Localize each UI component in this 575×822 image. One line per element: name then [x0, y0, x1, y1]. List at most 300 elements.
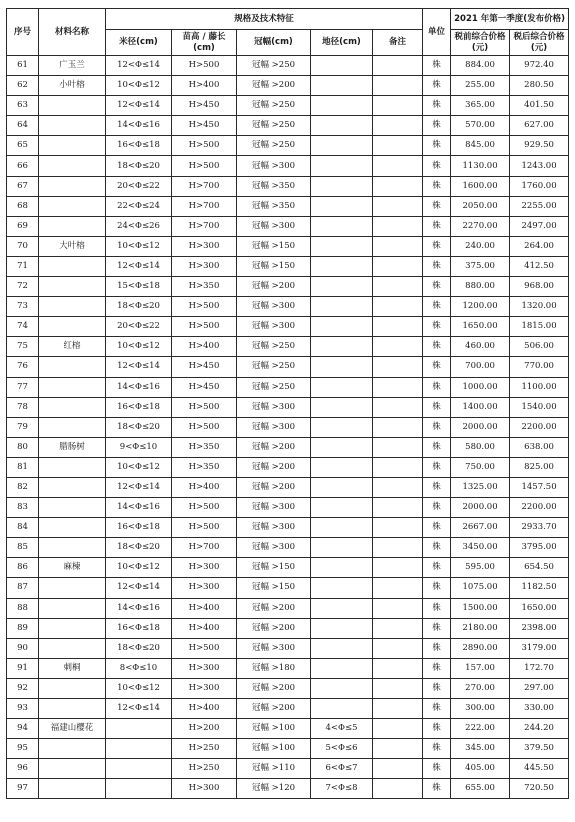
row-height: H>700 — [172, 216, 237, 236]
row-unit: 株 — [423, 196, 451, 216]
row-post-tax-price: 1100.00 — [510, 377, 569, 397]
row-unit: 株 — [423, 176, 451, 196]
row-index: 61 — [7, 56, 39, 76]
row-crown: 冠幅 >300 — [237, 538, 311, 558]
row-height: H>450 — [172, 116, 237, 136]
row-material-name — [39, 357, 106, 377]
row-ground-diameter — [311, 578, 373, 598]
row-pre-tax-price: 1130.00 — [451, 156, 510, 176]
table-row — [7, 216, 569, 236]
row-post-tax-price: 2398.00 — [510, 618, 569, 638]
row-pre-tax-price: 880.00 — [451, 277, 510, 297]
row-pre-tax-price: 300.00 — [451, 699, 510, 719]
row-remark — [373, 498, 423, 518]
row-index: 91 — [7, 658, 39, 678]
row-height: H>350 — [172, 437, 237, 457]
table-row — [7, 477, 569, 497]
row-index: 81 — [7, 457, 39, 477]
table-row — [7, 739, 569, 759]
row-crown: 冠幅 >300 — [237, 156, 311, 176]
row-remark — [373, 518, 423, 538]
row-pre-tax-price: 460.00 — [451, 337, 510, 357]
row-ground-diameter — [311, 76, 373, 96]
row-crown: 冠幅 >150 — [237, 236, 311, 256]
row-material-name: 广玉兰 — [39, 56, 106, 76]
row-post-tax-price: 825.00 — [510, 457, 569, 477]
row-remark — [373, 598, 423, 618]
row-dbh: 14<Φ≤16 — [106, 116, 172, 136]
row-ground-diameter — [311, 116, 373, 136]
row-post-tax-price: 972.40 — [510, 56, 569, 76]
row-remark — [373, 76, 423, 96]
row-height: H>250 — [172, 759, 237, 779]
row-dbh: 20<Φ≤22 — [106, 176, 172, 196]
row-remark — [373, 457, 423, 477]
row-post-tax-price: 297.00 — [510, 678, 569, 698]
row-ground-diameter — [311, 96, 373, 116]
row-height: H>500 — [172, 498, 237, 518]
row-dbh: 16<Φ≤18 — [106, 397, 172, 417]
row-unit: 株 — [423, 277, 451, 297]
row-index: 90 — [7, 638, 39, 658]
row-ground-diameter — [311, 317, 373, 337]
row-unit: 株 — [423, 337, 451, 357]
row-ground-diameter — [311, 618, 373, 638]
row-post-tax-price: 2255.00 — [510, 196, 569, 216]
row-remark — [373, 739, 423, 759]
table-row — [7, 558, 569, 578]
row-dbh: 24<Φ≤26 — [106, 216, 172, 236]
row-height: H>300 — [172, 256, 237, 276]
row-unit: 株 — [423, 317, 451, 337]
row-pre-tax-price: 2000.00 — [451, 417, 510, 437]
table-row — [7, 176, 569, 196]
table-row — [7, 759, 569, 779]
row-index: 76 — [7, 357, 39, 377]
row-unit: 株 — [423, 739, 451, 759]
row-crown: 冠幅 >300 — [237, 317, 311, 337]
row-material-name — [39, 377, 106, 397]
row-crown: 冠幅 >350 — [237, 176, 311, 196]
row-material-name — [39, 779, 106, 799]
row-material-name — [39, 196, 106, 216]
row-material-name: 红榕 — [39, 337, 106, 357]
row-ground-diameter — [311, 538, 373, 558]
row-pre-tax-price: 2050.00 — [451, 196, 510, 216]
row-dbh — [106, 759, 172, 779]
row-unit: 株 — [423, 56, 451, 76]
row-unit: 株 — [423, 397, 451, 417]
row-unit: 株 — [423, 538, 451, 558]
row-ground-diameter — [311, 357, 373, 377]
row-unit: 株 — [423, 618, 451, 638]
row-remark — [373, 377, 423, 397]
row-pre-tax-price: 595.00 — [451, 558, 510, 578]
table-row — [7, 357, 569, 377]
row-ground-diameter — [311, 56, 373, 76]
row-height: H>500 — [172, 518, 237, 538]
row-post-tax-price: 2933.70 — [510, 518, 569, 538]
header-name: 材料名称 — [39, 9, 106, 56]
row-material-name: 腊肠树 — [39, 437, 106, 457]
row-ground-diameter — [311, 638, 373, 658]
row-dbh: 12<Φ≤14 — [106, 357, 172, 377]
row-height: H>450 — [172, 96, 237, 116]
row-crown: 冠幅 >200 — [237, 678, 311, 698]
row-height: H>450 — [172, 357, 237, 377]
row-remark — [373, 116, 423, 136]
row-post-tax-price: 2200.00 — [510, 498, 569, 518]
row-post-tax-price: 2200.00 — [510, 417, 569, 437]
row-dbh: 14<Φ≤16 — [106, 498, 172, 518]
row-ground-diameter — [311, 277, 373, 297]
row-remark — [373, 658, 423, 678]
row-dbh — [106, 779, 172, 799]
table-row — [7, 196, 569, 216]
row-height: H>300 — [172, 658, 237, 678]
row-unit: 株 — [423, 417, 451, 437]
row-pre-tax-price: 655.00 — [451, 779, 510, 799]
row-ground-diameter — [311, 397, 373, 417]
row-crown: 冠幅 >150 — [237, 578, 311, 598]
row-post-tax-price: 1650.00 — [510, 598, 569, 618]
row-post-tax-price: 280.50 — [510, 76, 569, 96]
row-remark — [373, 417, 423, 437]
row-ground-diameter: 6<Φ≤7 — [311, 759, 373, 779]
row-unit: 株 — [423, 216, 451, 236]
row-remark — [373, 136, 423, 156]
row-height: H>350 — [172, 277, 237, 297]
row-pre-tax-price: 405.00 — [451, 759, 510, 779]
row-material-name: 刺桐 — [39, 658, 106, 678]
row-crown: 冠幅 >300 — [237, 498, 311, 518]
row-remark — [373, 779, 423, 799]
row-pre-tax-price: 270.00 — [451, 678, 510, 698]
row-material-name: 小叶榕 — [39, 76, 106, 96]
row-dbh: 10<Φ≤12 — [106, 337, 172, 357]
row-dbh: 18<Φ≤20 — [106, 538, 172, 558]
row-pre-tax-price: 2000.00 — [451, 498, 510, 518]
row-remark — [373, 236, 423, 256]
row-unit: 株 — [423, 156, 451, 176]
row-height: H>400 — [172, 699, 237, 719]
row-material-name — [39, 156, 106, 176]
table-row — [7, 56, 569, 76]
row-remark — [373, 196, 423, 216]
row-crown: 冠幅 >150 — [237, 256, 311, 276]
row-remark — [373, 477, 423, 497]
row-crown: 冠幅 >300 — [237, 518, 311, 538]
row-post-tax-price: 968.00 — [510, 277, 569, 297]
row-material-name — [39, 739, 106, 759]
row-remark — [373, 277, 423, 297]
row-pre-tax-price: 1600.00 — [451, 176, 510, 196]
row-index: 80 — [7, 437, 39, 457]
row-height: H>500 — [172, 417, 237, 437]
row-post-tax-price: 1815.00 — [510, 317, 569, 337]
table-row — [7, 699, 569, 719]
row-post-tax-price: 172.70 — [510, 658, 569, 678]
table-row — [7, 618, 569, 638]
row-height: H>500 — [172, 638, 237, 658]
row-ground-diameter — [311, 678, 373, 698]
row-index: 66 — [7, 156, 39, 176]
row-remark — [373, 638, 423, 658]
row-crown: 冠幅 >250 — [237, 377, 311, 397]
row-index: 72 — [7, 277, 39, 297]
row-dbh: 16<Φ≤18 — [106, 136, 172, 156]
row-remark — [373, 176, 423, 196]
row-pre-tax-price: 2890.00 — [451, 638, 510, 658]
row-remark — [373, 558, 423, 578]
row-index: 75 — [7, 337, 39, 357]
row-unit: 株 — [423, 437, 451, 457]
row-material-name — [39, 759, 106, 779]
row-height: H>400 — [172, 477, 237, 497]
row-crown: 冠幅 >250 — [237, 357, 311, 377]
row-material-name — [39, 176, 106, 196]
row-dbh: 8<Φ≤10 — [106, 658, 172, 678]
row-height: H>350 — [172, 457, 237, 477]
row-dbh: 10<Φ≤12 — [106, 236, 172, 256]
row-crown: 冠幅 >350 — [237, 196, 311, 216]
row-unit: 株 — [423, 116, 451, 136]
header-remark: 备注 — [373, 30, 423, 56]
row-material-name — [39, 477, 106, 497]
row-height: H>500 — [172, 297, 237, 317]
row-crown: 冠幅 >250 — [237, 96, 311, 116]
row-post-tax-price: 638.00 — [510, 437, 569, 457]
table-row — [7, 658, 569, 678]
row-crown: 冠幅 >200 — [237, 76, 311, 96]
table-row — [7, 236, 569, 256]
table-row — [7, 437, 569, 457]
header-crown: 冠幅(cm) — [237, 30, 311, 56]
row-height: H>400 — [172, 618, 237, 638]
row-remark — [373, 156, 423, 176]
row-pre-tax-price: 375.00 — [451, 256, 510, 276]
row-ground-diameter — [311, 297, 373, 317]
row-pre-tax-price: 1400.00 — [451, 397, 510, 417]
row-post-tax-price: 379.50 — [510, 739, 569, 759]
row-ground-diameter — [311, 699, 373, 719]
row-material-name — [39, 317, 106, 337]
row-post-tax-price: 506.00 — [510, 337, 569, 357]
row-height: H>400 — [172, 76, 237, 96]
row-dbh: 16<Φ≤18 — [106, 618, 172, 638]
row-dbh: 12<Φ≤14 — [106, 699, 172, 719]
row-crown: 冠幅 >100 — [237, 719, 311, 739]
row-remark — [373, 96, 423, 116]
row-post-tax-price: 445.50 — [510, 759, 569, 779]
row-crown: 冠幅 >300 — [237, 417, 311, 437]
row-index: 88 — [7, 598, 39, 618]
row-index: 69 — [7, 216, 39, 236]
row-ground-diameter: 4<Φ≤5 — [311, 719, 373, 739]
row-remark — [373, 357, 423, 377]
row-index: 63 — [7, 96, 39, 116]
row-post-tax-price: 929.50 — [510, 136, 569, 156]
row-post-tax-price: 1540.00 — [510, 397, 569, 417]
row-pre-tax-price: 570.00 — [451, 116, 510, 136]
row-material-name — [39, 457, 106, 477]
row-dbh: 12<Φ≤14 — [106, 256, 172, 276]
row-ground-diameter — [311, 498, 373, 518]
row-dbh — [106, 739, 172, 759]
row-dbh: 16<Φ≤18 — [106, 518, 172, 538]
row-height: H>400 — [172, 598, 237, 618]
row-material-name: 麻楝 — [39, 558, 106, 578]
row-crown: 冠幅 >200 — [237, 618, 311, 638]
row-index: 93 — [7, 699, 39, 719]
row-height: H>700 — [172, 538, 237, 558]
row-pre-tax-price: 750.00 — [451, 457, 510, 477]
row-remark — [373, 437, 423, 457]
row-dbh: 18<Φ≤20 — [106, 417, 172, 437]
row-post-tax-price: 720.50 — [510, 779, 569, 799]
row-dbh: 18<Φ≤20 — [106, 297, 172, 317]
row-unit: 株 — [423, 678, 451, 698]
row-post-tax-price: 3179.00 — [510, 638, 569, 658]
row-material-name — [39, 699, 106, 719]
row-height: H>500 — [172, 397, 237, 417]
row-crown: 冠幅 >200 — [237, 598, 311, 618]
table-row — [7, 719, 569, 739]
row-material-name — [39, 578, 106, 598]
row-unit: 株 — [423, 578, 451, 598]
row-unit: 株 — [423, 477, 451, 497]
row-pre-tax-price: 222.00 — [451, 719, 510, 739]
table-row — [7, 256, 569, 276]
row-ground-diameter: 5<Φ≤6 — [311, 739, 373, 759]
row-post-tax-price: 244.20 — [510, 719, 569, 739]
row-height: H>700 — [172, 176, 237, 196]
row-material-name — [39, 216, 106, 236]
table-row — [7, 598, 569, 618]
table-row — [7, 457, 569, 477]
row-pre-tax-price: 1500.00 — [451, 598, 510, 618]
row-dbh: 9<Φ≤10 — [106, 437, 172, 457]
row-material-name — [39, 618, 106, 638]
row-unit: 株 — [423, 236, 451, 256]
row-material-name — [39, 678, 106, 698]
row-remark — [373, 618, 423, 638]
table-row — [7, 417, 569, 437]
row-crown: 冠幅 >200 — [237, 437, 311, 457]
row-crown: 冠幅 >120 — [237, 779, 311, 799]
row-unit: 株 — [423, 658, 451, 678]
row-remark — [373, 56, 423, 76]
header-unit: 单位 — [423, 9, 451, 56]
row-pre-tax-price: 884.00 — [451, 56, 510, 76]
row-height: H>500 — [172, 56, 237, 76]
row-crown: 冠幅 >200 — [237, 277, 311, 297]
price-table — [6, 8, 569, 799]
row-unit: 株 — [423, 518, 451, 538]
row-height: H>250 — [172, 739, 237, 759]
row-index: 77 — [7, 377, 39, 397]
row-post-tax-price: 1760.00 — [510, 176, 569, 196]
row-crown: 冠幅 >200 — [237, 477, 311, 497]
row-dbh: 14<Φ≤16 — [106, 377, 172, 397]
table-row — [7, 377, 569, 397]
row-remark — [373, 578, 423, 598]
table-row — [7, 538, 569, 558]
row-unit: 株 — [423, 598, 451, 618]
row-dbh: 14<Φ≤16 — [106, 598, 172, 618]
row-unit: 株 — [423, 256, 451, 276]
row-remark — [373, 397, 423, 417]
row-ground-diameter — [311, 518, 373, 538]
row-index: 79 — [7, 417, 39, 437]
row-material-name: 福建山樱花 — [39, 719, 106, 739]
table-row — [7, 156, 569, 176]
row-height: H>500 — [172, 317, 237, 337]
row-material-name: 大叶榕 — [39, 236, 106, 256]
row-material-name — [39, 277, 106, 297]
row-pre-tax-price: 2270.00 — [451, 216, 510, 236]
row-remark — [373, 297, 423, 317]
row-material-name — [39, 297, 106, 317]
row-remark — [373, 256, 423, 276]
table-row — [7, 76, 569, 96]
row-ground-diameter — [311, 337, 373, 357]
row-dbh: 20<Φ≤22 — [106, 317, 172, 337]
table-row — [7, 136, 569, 156]
row-pre-tax-price: 157.00 — [451, 658, 510, 678]
row-post-tax-price: 1182.50 — [510, 578, 569, 598]
row-crown: 冠幅 >200 — [237, 457, 311, 477]
table-header — [7, 9, 569, 56]
table-row — [7, 518, 569, 538]
row-unit: 株 — [423, 638, 451, 658]
row-material-name — [39, 96, 106, 116]
row-dbh: 18<Φ≤20 — [106, 156, 172, 176]
row-ground-diameter — [311, 216, 373, 236]
row-post-tax-price: 770.00 — [510, 357, 569, 377]
row-pre-tax-price: 345.00 — [451, 739, 510, 759]
row-index: 70 — [7, 236, 39, 256]
table-row — [7, 96, 569, 116]
row-remark — [373, 699, 423, 719]
row-post-tax-price: 401.50 — [510, 96, 569, 116]
row-post-tax-price: 3795.00 — [510, 538, 569, 558]
row-height: H>300 — [172, 678, 237, 698]
row-pre-tax-price: 700.00 — [451, 357, 510, 377]
row-remark — [373, 719, 423, 739]
table-row — [7, 337, 569, 357]
row-index: 97 — [7, 779, 39, 799]
row-post-tax-price: 2497.00 — [510, 216, 569, 236]
row-dbh: 12<Φ≤14 — [106, 477, 172, 497]
table-row — [7, 116, 569, 136]
row-crown: 冠幅 >300 — [237, 638, 311, 658]
row-unit: 株 — [423, 76, 451, 96]
row-pre-tax-price: 3450.00 — [451, 538, 510, 558]
table-row — [7, 297, 569, 317]
row-material-name — [39, 518, 106, 538]
row-dbh: 10<Φ≤12 — [106, 558, 172, 578]
row-dbh: 15<Φ≤18 — [106, 277, 172, 297]
row-index: 67 — [7, 176, 39, 196]
row-index: 84 — [7, 518, 39, 538]
row-remark — [373, 759, 423, 779]
row-index: 78 — [7, 397, 39, 417]
row-remark — [373, 317, 423, 337]
row-index: 96 — [7, 759, 39, 779]
row-unit: 株 — [423, 558, 451, 578]
row-post-tax-price: 412.50 — [510, 256, 569, 276]
